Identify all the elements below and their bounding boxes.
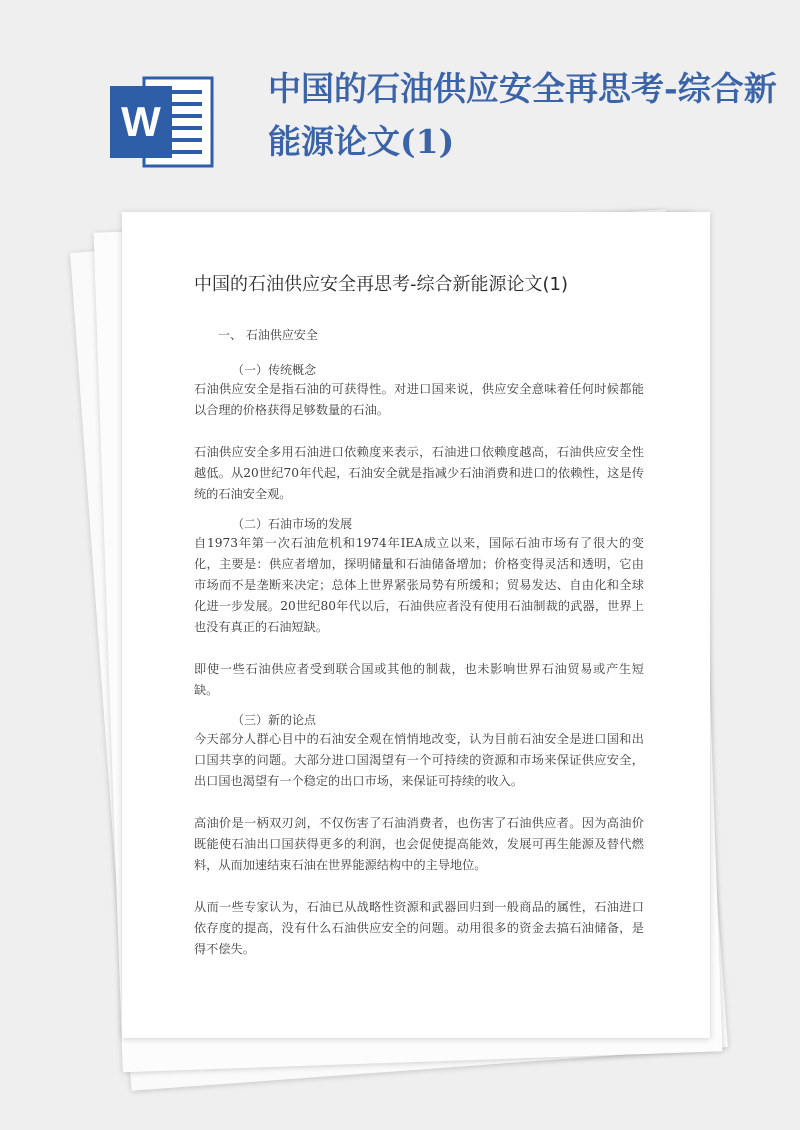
subsection-market-development	[194, 515, 644, 701]
word-icon-letter: W	[121, 98, 161, 145]
document-body	[194, 272, 644, 970]
paragraph: 从而一些专家认为，石油已从战略性资源和武器回归到一般商品的属性，石油进口依存度的提高，没有什么石油供应安全的问题。动用很多的资金去搞石油储备，是得不偿失。	[194, 900, 644, 956]
document-page	[122, 212, 710, 1038]
paragraph: 即使一些石油供应者受到联合国或其他的制裁，也未影响世界石油贸易或产生短缺。	[194, 662, 644, 697]
document-title: 中国的石油供应安全再思考-综合新能源论文(1)	[194, 274, 568, 295]
section-heading-oil-supply-security: 一、 石油供应安全	[218, 328, 318, 342]
subsection-heading: （二）石油市场的发展	[232, 517, 353, 531]
paragraph: 自1973年第一次石油危机和1974年IEA成立以来，国际石油市场有了很大的变化，主要是：供应者增加，探明储量和石油储备增加；价格变得灵活和透明，它由市场而不是垄断来决定；总体上世界紧张局势有所缓和；贸易发达、自由化和全球化进一步发展。20世纪80年代以后，石油供应者没有使用石油制裁的武器，世界上也没有真正的石油短缺。	[194, 536, 644, 634]
subsection-heading: （三）新的论点	[232, 713, 317, 727]
paragraph: 高油价是一柄双刃剑，不仅伤害了石油消费者，也伤害了石油供应者。因为高油价既能使石油出口国获得更多的利润，也会促使提高能效，发展可再生能源及替代燃料，从而加速结束石油在世界能源结构中的主导地位。	[194, 816, 644, 872]
paragraph: 今天部分人群心目中的石油安全观在悄悄地改变，认为目前石油安全是进口国和出口国共享的问题。大部分进口国渴望有一个可持续的资源和市场来保证供应安全，出口国也渴望有一个稳定的出口市场，来保证可持续的收入。	[194, 732, 644, 788]
word-document-icon	[110, 76, 214, 168]
paragraph: 石油供应安全多用石油进口依赖度来表示，石油进口依赖度越高，石油供应安全性越低。从20世纪70年代起，石油安全就是指减少石油消费和进口的依赖性，这是传统的石油安全观。	[194, 445, 644, 501]
subsection-heading: （一）传统概念	[232, 363, 317, 377]
page-title: 中国的石油供应安全再思考-综合新能源论文(1)	[268, 69, 777, 161]
subsection-new-arguments	[194, 711, 644, 960]
header	[0, 0, 800, 200]
paragraph: 石油供应安全是指石油的可获得性。对进口国来说，供应安全意味着任何时候都能以合理的价格获得足够数量的石油。	[194, 382, 644, 417]
subsection-traditional-concept	[194, 361, 644, 505]
